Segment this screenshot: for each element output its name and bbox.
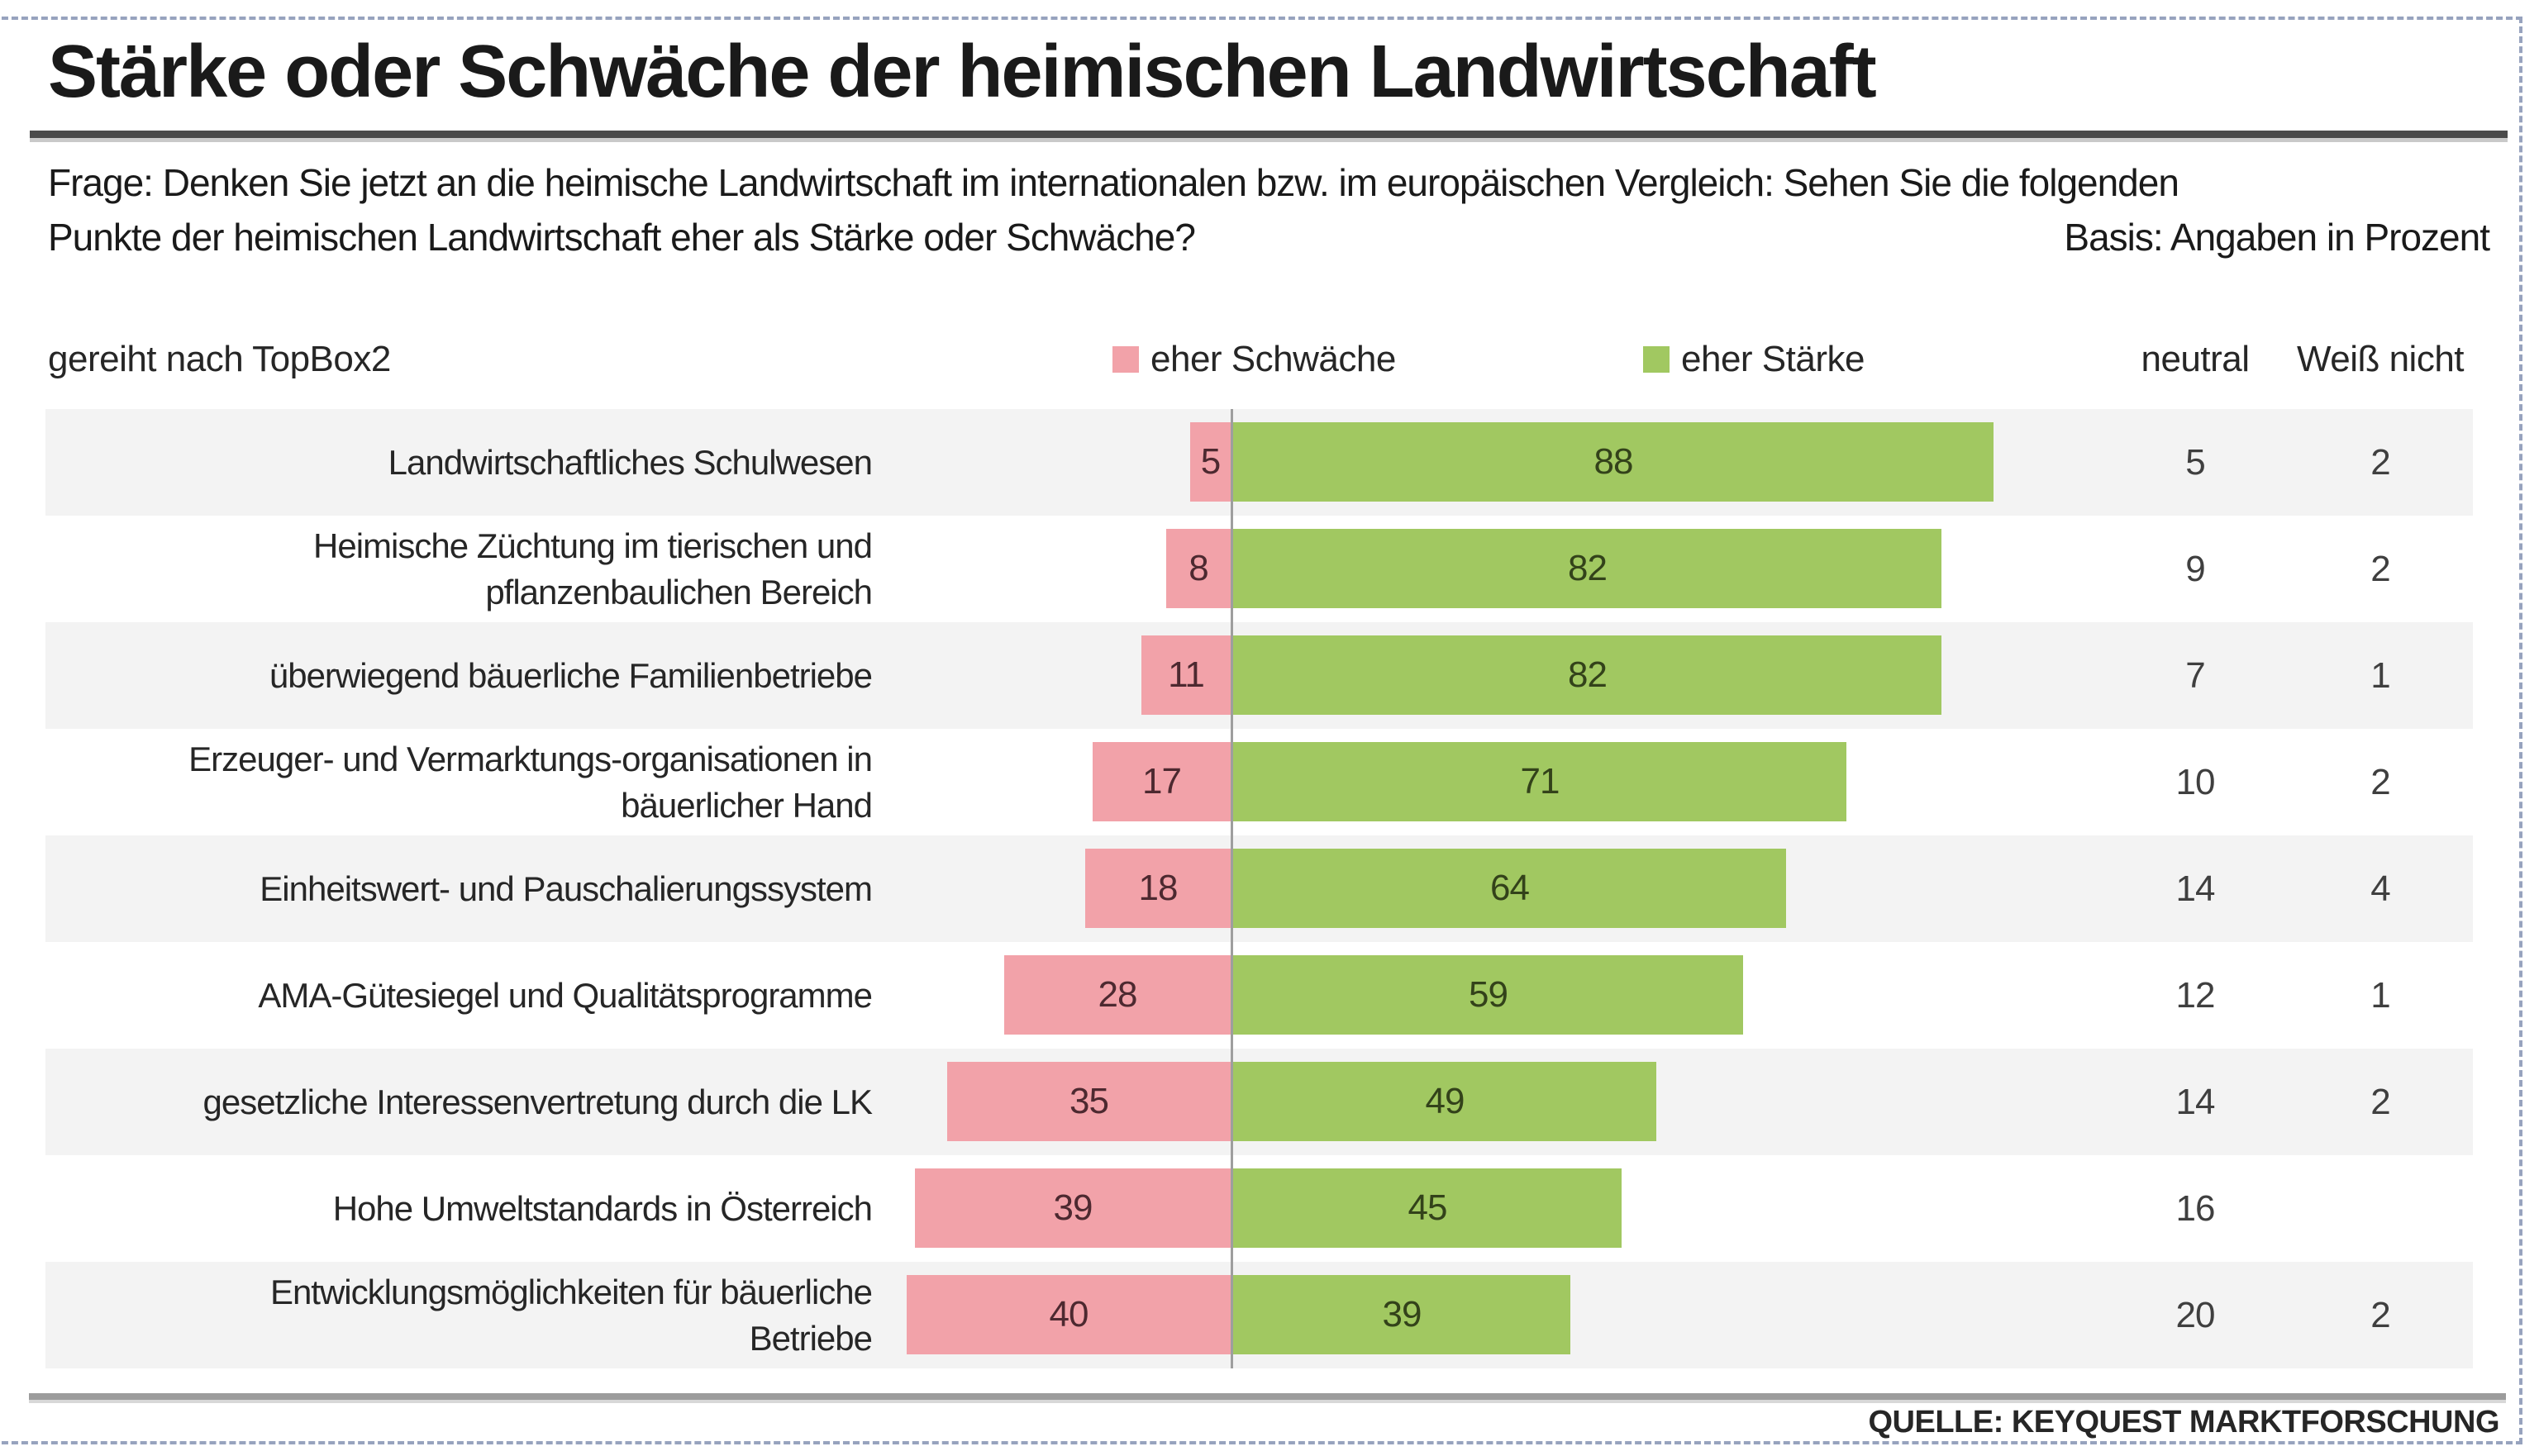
neutral-value: 12 — [2175, 974, 2215, 1016]
legend-item-strength — [1643, 339, 1865, 380]
table-row — [45, 1049, 2473, 1155]
category-label — [45, 1262, 888, 1368]
table-row — [45, 729, 2473, 835]
weakness-bar: 11 — [1141, 635, 1231, 715]
weakness-bar: 17 — [1093, 742, 1231, 821]
category-label — [45, 1049, 888, 1155]
sort-note: gereiht nach TopBox2 — [48, 339, 391, 379]
neutral-value: 5 — [2185, 441, 2205, 483]
weakness-bar: 40 — [907, 1275, 1231, 1354]
dont-know-value: 4 — [2370, 868, 2390, 909]
neutral-value: 14 — [2175, 868, 2215, 909]
category-label — [45, 1155, 888, 1262]
category-label — [45, 516, 888, 622]
question-line-1: Frage: Denken Sie jetzt an die heimische Landwirtschaft im internationalen bzw. im europäischen Vergleich: Sehen Sie die folgenden — [48, 161, 2179, 204]
weakness-bar: 39 — [915, 1168, 1231, 1248]
neutral-value: 9 — [2185, 548, 2205, 589]
legend-item-weakness — [1112, 339, 1396, 380]
table-row — [45, 942, 2473, 1049]
dont-know-value: 2 — [2370, 1081, 2390, 1122]
category-label-line: Erzeuger- und Vermarktungs-organisationen in — [188, 739, 872, 778]
neutral-value: 10 — [2175, 761, 2215, 802]
weakness-bar: 28 — [1004, 955, 1231, 1035]
table-row — [45, 409, 2473, 516]
strength-bar: 49 — [1233, 1062, 1656, 1141]
category-label — [45, 409, 888, 516]
legend-strength-label: eher Stärke — [1681, 339, 1865, 379]
table-row — [45, 835, 2473, 942]
category-label-line: pflanzenbaulichen Bereich — [485, 572, 872, 611]
neutral-value: 20 — [2175, 1294, 2215, 1335]
table-row — [45, 1262, 2473, 1368]
column-header-dont-know: Weiß nicht — [2296, 339, 2465, 379]
source-credit: QUELLE: KEYQUEST MARKTFORSCHUNG — [1868, 1405, 2499, 1439]
strength-bar: 39 — [1233, 1275, 1570, 1354]
strength-bar: 64 — [1233, 849, 1786, 928]
category-label-line: Einheitswert- und Pauschalierungssystem — [260, 868, 872, 908]
table-row — [45, 622, 2473, 729]
category-label-line: gesetzliche Interessenvertretung durch die LK — [202, 1082, 872, 1121]
dont-know-value: 2 — [2370, 1294, 2390, 1335]
category-label-line: Landwirtschaftliches Schulwesen — [388, 442, 872, 482]
table-row — [45, 516, 2473, 622]
dont-know-value: 2 — [2370, 761, 2390, 802]
title-divider — [30, 131, 2508, 142]
weakness-bar: 18 — [1085, 849, 1231, 928]
weakness-bar: 35 — [947, 1062, 1231, 1141]
strength-bar: 59 — [1233, 955, 1743, 1035]
category-label-line: Betriebe — [749, 1318, 872, 1358]
category-label-line: Entwicklungsmöglichkeiten für bäuerliche — [269, 1272, 872, 1311]
category-label-line: Heimische Züchtung im tierischen und — [313, 526, 872, 565]
legend-weakness-label: eher Schwäche — [1150, 339, 1396, 379]
footer-divider — [29, 1393, 2506, 1403]
question-line-2: Punkte der heimischen Landwirtschaft eher als Stärke oder Schwäche? — [48, 216, 1195, 259]
question-block — [48, 155, 2489, 264]
strength-bar: 88 — [1233, 422, 1994, 502]
strength-bar: 71 — [1233, 742, 1846, 821]
category-label-line: überwiegend bäuerliche Familienbetriebe — [269, 655, 872, 695]
strength-bar: 82 — [1233, 529, 1941, 608]
strength-bar: 82 — [1233, 635, 1941, 715]
diverging-bar-chart — [45, 409, 2473, 1368]
neutral-value: 7 — [2185, 654, 2205, 696]
legend-row — [0, 337, 2539, 380]
category-label — [45, 622, 888, 729]
category-label — [45, 942, 888, 1049]
weakness-bar: 5 — [1190, 422, 1231, 502]
category-label-line: AMA-Gütesiegel und Qualitätsprogramme — [258, 975, 872, 1015]
table-row — [45, 1155, 2473, 1262]
dont-know-value: 2 — [2370, 548, 2390, 589]
page-title: Stärke oder Schwäche der heimischen Landwirtschaft — [48, 31, 1875, 113]
dont-know-value — [2273, 1155, 2488, 1262]
neutral-value: 16 — [2175, 1187, 2215, 1229]
weakness-swatch-icon — [1112, 346, 1139, 373]
strength-swatch-icon — [1643, 346, 1670, 373]
basis-note: Basis: Angaben in Prozent — [2064, 216, 2489, 259]
category-label-line: Hohe Umweltstandards in Österreich — [332, 1188, 872, 1228]
category-label-line: bäuerlicher Hand — [621, 785, 872, 825]
column-header-neutral: neutral — [2141, 339, 2250, 379]
dont-know-value: 1 — [2370, 654, 2390, 696]
category-label — [45, 835, 888, 942]
strength-bar: 45 — [1233, 1168, 1622, 1248]
dont-know-value: 1 — [2370, 974, 2390, 1016]
dont-know-value: 2 — [2370, 441, 2390, 483]
weakness-bar: 8 — [1166, 529, 1231, 608]
category-label — [45, 729, 888, 835]
neutral-value: 14 — [2175, 1081, 2215, 1122]
